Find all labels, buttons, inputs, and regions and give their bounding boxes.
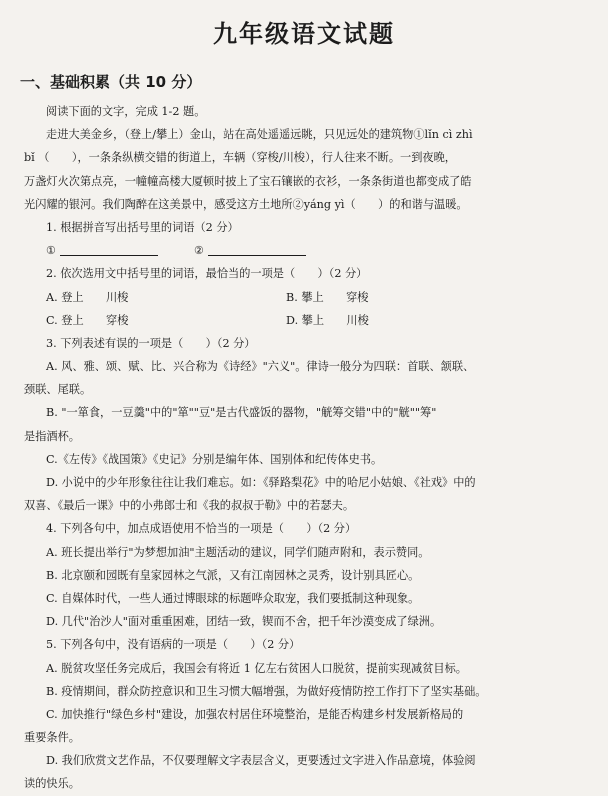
question-5-option-b: B. 疫情期间，群众防控意识和卫生习惯大幅增强，为做好疫情防控工作打下了坚实基础。 xyxy=(46,684,487,698)
question-2-options-row1 xyxy=(24,286,584,309)
instruction: 阅读下面的文字，完成 1-2 题。 xyxy=(46,105,206,118)
option-d: D. 攀上 川梭 xyxy=(286,313,369,327)
question-4-option-b: B. 北京颐和园既有皇家园林之气派，又有江南园林之灵秀，设计别具匠心。 xyxy=(46,568,420,582)
question-5-option-c-cont: 重要条件。 xyxy=(24,731,80,745)
passage-line: 万盏灯火次第点亮，一幢幢高楼大厦顿时披上了宝石镶嵌的衣衫，一条条街道也都变成了皓 xyxy=(24,174,472,188)
question-5-option-d: D. 我们欣赏文艺作品，不仅要理解文字表层含义，更要透过文字进入作品意境，体验阅 xyxy=(46,754,476,768)
page-title: 九年级语文试题 xyxy=(213,19,395,48)
answer-blank-1[interactable] xyxy=(60,241,158,256)
question-4-option-c: C. 自媒体时代，一些人通过博眼球的标题哗众取宠，我们要抵制这种现象。 xyxy=(46,591,420,605)
answer-blank-2[interactable] xyxy=(208,241,306,256)
question-1-stem: 1. 根据拼音写出括号里的词语（2 分） xyxy=(46,220,239,234)
question-5-option-c: C. 加快推行"绿色乡村"建设，加强农村居住环境整治，是能否构建乡村发展新格局的 xyxy=(46,707,464,721)
option-b: B. 攀上 穿梭 xyxy=(286,290,369,304)
question-3-option-a: A. 风、雅、颂、赋、比、兴合称为《诗经》"六义"。律诗一般分为四联：首联、颔联、 xyxy=(46,360,475,374)
passage-line: 光闪耀的银河。我们陶醉在这美景中，感受这方土地所②yáng yì（ ）的和谐与温暖。 xyxy=(24,197,468,211)
question-3-option-d: D. 小说中的少年形象往往让我们难忘。如：《驿路梨花》中的哈尼小姑娘、《社戏》中的 xyxy=(46,476,476,489)
question-3-option-c: C.《左传》《战国策》《史记》分别是编年体、国别体和纪传体史书。 xyxy=(46,452,383,466)
question-5-option-d-cont: 读的快乐。 xyxy=(24,777,80,791)
question-5-stem: 5. 下列各句中，没有语病的一项是（ ）（2 分） xyxy=(46,638,301,652)
question-1-answers xyxy=(24,239,584,262)
question-2-stem: 2. 依次选用文中括号里的词语，最恰当的一项是（ ）（2 分） xyxy=(46,267,368,281)
question-2-options-row2 xyxy=(24,309,584,332)
question-3-option-a-cont: 颈联、尾联。 xyxy=(24,383,92,397)
question-5-option-a: A. 脱贫攻坚任务完成后，我国会有将近 1 亿左右贫困人口脱贫，提前实现减贫目标。 xyxy=(46,661,467,675)
question-3-option-b: B. "一箪食，一豆羹"中的"箪""豆"是古代盛饭的器物，"觥筹交错"中的"觥""筹" xyxy=(46,406,437,420)
question-3-option-d-cont: 双喜、《最后一课》中的小弗郎士和《我的叔叔于勒》中的若瑟夫。 xyxy=(24,499,355,513)
option-c: C. 登上 穿梭 xyxy=(46,313,129,327)
question-4-option-a: A. 班长提出举行"为梦想加油"主题活动的建议，同学们随声附和，表示赞同。 xyxy=(46,545,430,559)
question-3-stem: 3. 下列表述有误的一项是（ ）（2 分） xyxy=(46,336,256,350)
passage-line: bǐ （ ），一条条纵横交错的街道上，车辆（穿梭/川梭），行人往来不断。一到夜晚， xyxy=(24,151,456,165)
blank-1-label: ① xyxy=(46,244,57,258)
question-4-stem: 4. 下列各句中，加点成语使用不恰当的一项是（ ）（2 分） xyxy=(46,522,357,536)
section-heading: 一、基础积累（共 10 分） xyxy=(20,73,202,91)
exam-body xyxy=(24,100,584,796)
option-a: A. 登上 川梭 xyxy=(46,290,129,304)
question-4-option-d: D. 几代"治沙人"面对重重困难，团结一致，锲而不舍，把千年沙漠变成了绿洲。 xyxy=(46,615,442,629)
question-3-option-b-cont: 是指酒杯。 xyxy=(24,429,80,443)
blank-2-label: ② xyxy=(194,244,205,258)
passage-line: 走进大美金乡，（登上/攀上）金山，站在高处遥遥远眺，只见远处的建筑物①lǐn cì zhì xyxy=(46,128,473,142)
